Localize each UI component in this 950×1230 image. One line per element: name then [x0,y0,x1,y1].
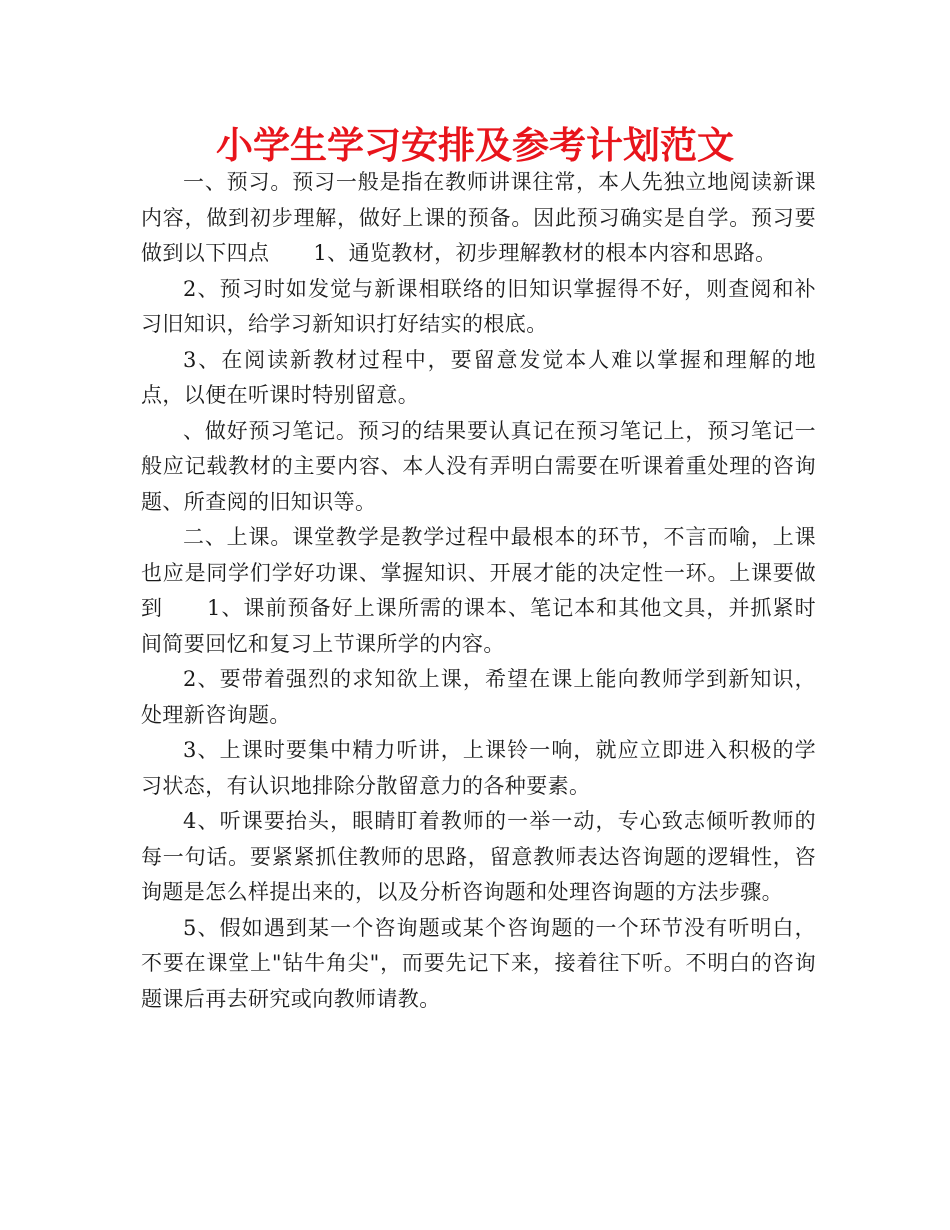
paragraph-preview-intro [141,165,816,272]
paragraph-preview-2: 2、预习时如发觉与新课相联络的旧知识掌握得不好，则查阅和补习旧知识，给学习新知识打好结实的根底。 [141,276,816,336]
paragraph-text: 二、上课。课堂教学是教学过程中最根本的环节，不言而喻，上课也应是同学们学好功课、掌握知识、开展才能的决定性一环。上课要做到 [141,525,816,620]
paragraph-class-4: 4、听课要抬头，眼睛盯着教师的一举一动，专心致志倾听教师的每一句话。要紧紧抓住教师的思路，留意教师表达咨询题的逻辑性，咨询题是怎么样提出来的，以及分析咨询题和处理咨询题的方法步骤。 [141,809,816,904]
paragraph-tail: 1、课前预备好上课所需的课本、笔记本和其他文具，并抓紧时间简要回忆和复习上节课所学的内容。 [141,596,816,656]
paragraph-class-2: 2、要带着强烈的求知欲上课，希望在课上能向教师学到新知识，处理新咨询题。 [141,667,816,727]
paragraph-tail: 1、通览教材，初步理解教材的根本内容和思路。 [313,241,777,265]
document-body [141,165,816,1017]
paragraph-class-3: 3、上课时要集中精力听讲，上课铃一响，就应立即进入积极的学习状态，有认识地排除分散留意力的各种要素。 [141,738,816,798]
paragraph-preview-notes: 、做好预习笔记。预习的结果要认真记在预习笔记上，预习笔记一般应记载教材的主要内容、本人没有弄明白需要在听课着重处理的咨询题、所查阅的旧知识等。 [141,418,816,514]
paragraph-class-5: 5、假如遇到某一个咨询题或某个咨询题的一个环节没有听明白，不要在课堂上"钻牛角尖"，而要先记下来，接着往下听。不明白的咨询题课后再去研究或向教师请教。 [141,915,816,1011]
document-title: 小学生学习安排及参考计划范文 [216,124,734,167]
paragraph-class-intro [141,520,816,662]
paragraph-preview-3: 3、在阅读新教材过程中，要留意发觉本人难以掌握和理解的地点，以便在听课时特别留意。 [141,347,816,407]
paragraph-text: 一、预习。预习一般是指在教师讲课往常，本人先独立地阅读新课内容，做到初步理解，做好上课的预备。因此预习确实是自学。预习要做到以下四点 [141,170,816,265]
